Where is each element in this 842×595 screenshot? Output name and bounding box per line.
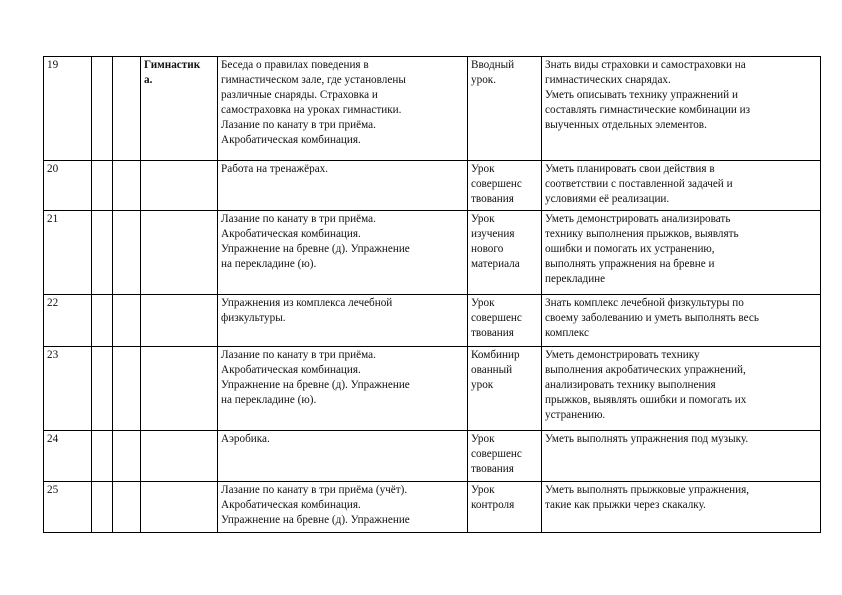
table-row (44, 482, 821, 533)
content-cell: Упражнения из комплекса лечебной физкультуры. (218, 295, 468, 347)
empty-cell (113, 161, 141, 211)
content-cell: Беседа о правилах поведения в гимнастическом зале, где установлены различные снаряды. Страховка и самостраховка на уроках гимнастики. Лазание по канату в три приёма. Акробатическая комбинация. (218, 57, 468, 161)
table-row (44, 295, 821, 347)
lesson-type-cell: Урок совершенс твования (468, 295, 542, 347)
lesson-number: 19 (44, 57, 92, 161)
empty-cell (92, 211, 113, 295)
content-cell: Работа на тренажёрах. (218, 161, 468, 211)
lesson-number: 22 (44, 295, 92, 347)
empty-cell (92, 347, 113, 431)
requirements-cell: Уметь выполнять упражнения под музыку. (542, 431, 821, 482)
empty-cell (92, 57, 113, 161)
section-cell (141, 482, 218, 533)
requirements-cell: Уметь демонстрировать анализировать технику выполнения прыжков, выявлять ошибки и помогать их устранению, выполнять упражнения на бревне и перекладине (542, 211, 821, 295)
content-cell: Аэробика. (218, 431, 468, 482)
section-cell: Гимнастик а. (141, 57, 218, 161)
empty-cell (113, 431, 141, 482)
table-row (44, 347, 821, 431)
lesson-type-cell: Урок совершенс твования (468, 431, 542, 482)
lesson-type-cell: Комбинир ованный урок (468, 347, 542, 431)
table-row (44, 211, 821, 295)
empty-cell (113, 347, 141, 431)
empty-cell (113, 295, 141, 347)
content-cell: Лазание по канату в три приёма (учёт). Акробатическая комбинация. Упражнение на бревне (д). Упражнение (218, 482, 468, 533)
empty-cell (92, 295, 113, 347)
lesson-type-cell: Урок совершенс твования (468, 161, 542, 211)
lesson-number: 21 (44, 211, 92, 295)
section-cell (141, 211, 218, 295)
section-cell (141, 431, 218, 482)
lesson-number: 23 (44, 347, 92, 431)
lesson-number: 20 (44, 161, 92, 211)
lesson-number: 24 (44, 431, 92, 482)
empty-cell (113, 211, 141, 295)
requirements-cell: Уметь демонстрировать технику выполнения акробатических упражнений, анализировать технику выполнения прыжков, выявлять ошибки и помогать их устранению. (542, 347, 821, 431)
lesson-plan-table (43, 56, 821, 533)
requirements-cell: Уметь планировать свои действия в соответствии с поставленной задачей и условиями её реализации. (542, 161, 821, 211)
content-cell: Лазание по канату в три приёма. Акробатическая комбинация. Упражнение на бревне (д). Упражнение на перекладине (ю). (218, 211, 468, 295)
lesson-type-cell: Урок контроля (468, 482, 542, 533)
requirements-cell: Знать комплекс лечебной физкультуры по своему заболеванию и уметь выполнять весь комплекс (542, 295, 821, 347)
lesson-type-cell: Урок изучения нового материала (468, 211, 542, 295)
empty-cell (113, 482, 141, 533)
table-row (44, 57, 821, 161)
content-cell: Лазание по канату в три приёма. Акробатическая комбинация. Упражнение на бревне (д). Упражнение на перекладине (ю). (218, 347, 468, 431)
table-row (44, 161, 821, 211)
requirements-cell: Знать виды страховки и самостраховки на гимнастических снарядах. Уметь описывать технику упражнений и составлять гимнастические комбинации из выученных отдельных элементов. (542, 57, 821, 161)
section-cell (141, 347, 218, 431)
lesson-number: 25 (44, 482, 92, 533)
empty-cell (113, 57, 141, 161)
empty-cell (92, 431, 113, 482)
requirements-cell: Уметь выполнять прыжковые упражнения, такие как прыжки через скакалку. (542, 482, 821, 533)
lesson-type-cell: Вводный урок. (468, 57, 542, 161)
empty-cell (92, 161, 113, 211)
section-cell (141, 161, 218, 211)
section-cell (141, 295, 218, 347)
empty-cell (92, 482, 113, 533)
table-row (44, 431, 821, 482)
